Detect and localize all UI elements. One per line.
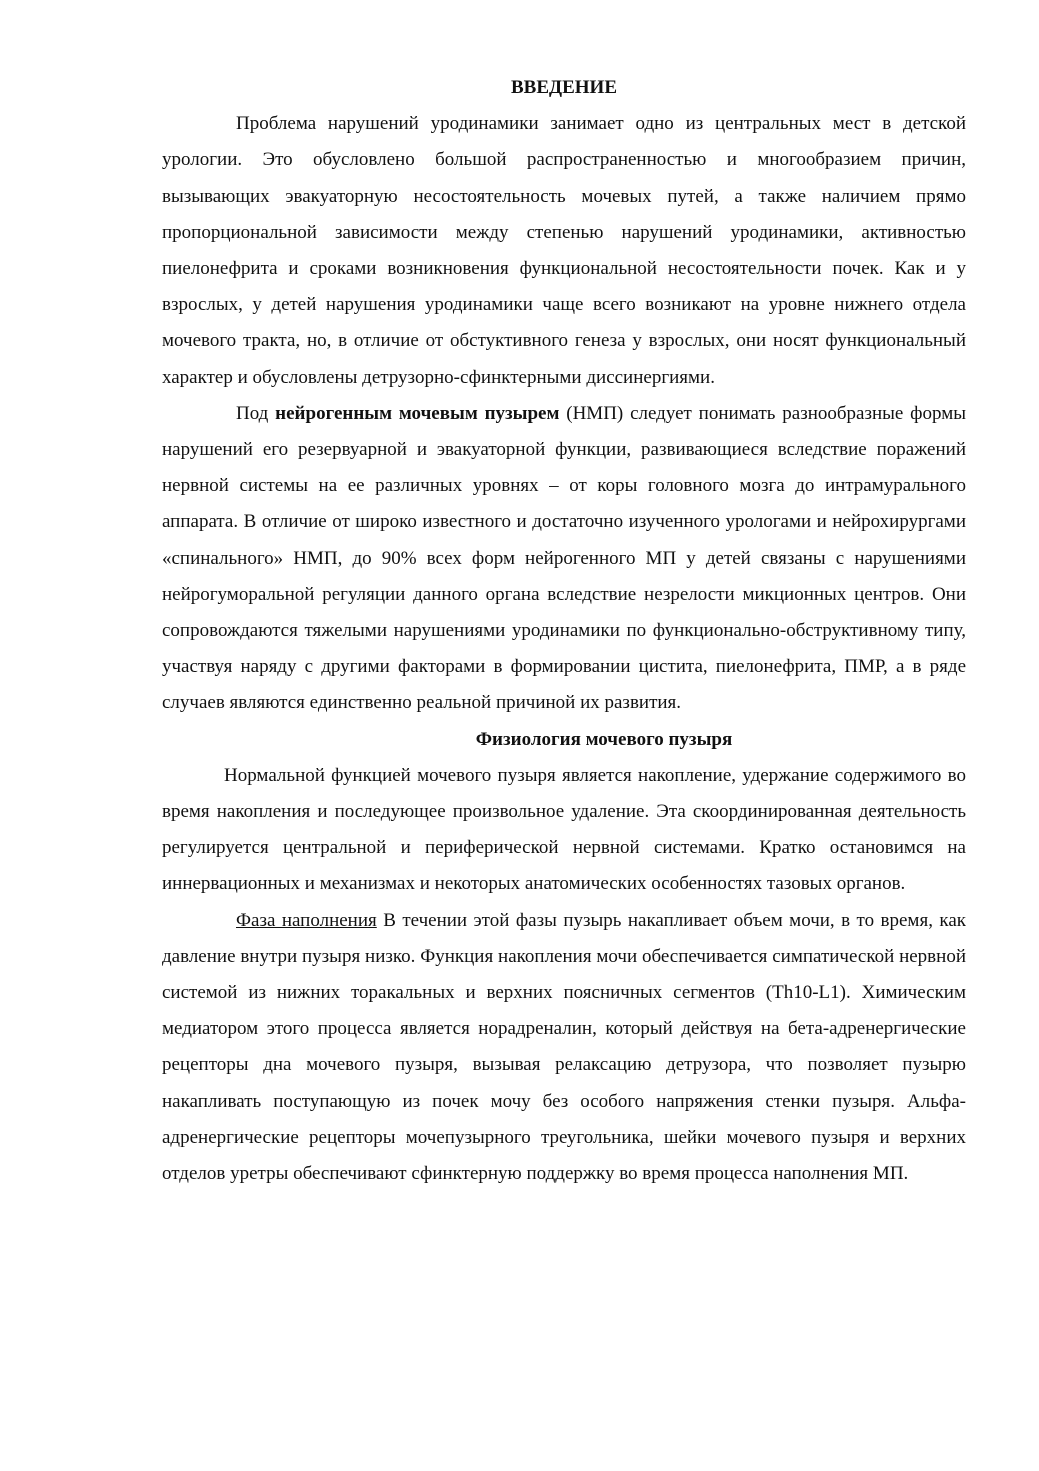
paragraph-urodynamics-problem: Проблема нарушений уродинамики занимает одно из центральных мест в детской урологии. Это обусловлено большой распространенностью и многообразием причин, вызывающих эвакуаторную несостоятельность мочевых путей, а также наличием прямо пропорциональной зависимости между степенью нарушений уродинамики, активностью пиелонефрита и сроками возникновения функциональной несостоятельности почек. Как и у взрослых, у детей нарушения уродинамики чаще всего возникают на уровне нижнего отдела мочевого тракта, но, в отличие от обстуктивного генеза у взрослых, они носят функциональный характер и обусловлены детрузорно-сфинктерными диссинергиями. xyxy=(162,113,966,388)
paragraph-bladder-function: Нормальной функцией мочевого пузыря является накопление, удержание содержимого во время накопления и последующее произвольное удаление. Эта скоординированная деятельность регулируется центральной и периферической нервной системами. Кратко остановимся на иннервационных и механизмах и некоторых анатомических особенностях тазовых органов. xyxy=(162,764,966,895)
physiology-heading: Физиология мочевого пузыря xyxy=(475,728,733,750)
introduction-heading: ВВЕДЕНИЕ xyxy=(511,77,617,98)
p2-lead: Под xyxy=(236,402,276,424)
p4-rest: В течении этой фазы пузырь накапливает объем мочи, в то время, как давление внутри пузыря низко. Функция накопления мочи обеспечивается симпатической нервной системой из нижних торакальных и верхних поясничных сегментов (Th10-L1). Химическим медиатором этого процесса является норадреналин, который действуя на бета-адренергические рецепторы дна мочевого пузыря, вызывая релаксацию детрузора, что позволяет пузырю накапливать поступающую из почек мочу без особого напряжения стенки пузыря. Альфа-адренергические рецепторы мочепузырного треугольника, шейки мочевого пузыря и верхних отделов уретры обеспечивают сфинктерную поддержку во время процесса наполнения МП. xyxy=(162,909,967,1185)
p2-rest: (НМП) следует понимать разнообразные формы нарушений его резервуарной и эвакуаторной функции, развивающиеся вследствие поражений нервной системы на ее различных уровнях – от коры головного мозга до интрамурального аппарата. В отличие от широко известного и достаточно изученного урологами и нейрохирургами «спинального» НМП, до 90% всех форм нейрогенного МП у детей связаны с нарушениями нейрогуморальной регуляции данного органа вследствие незрелости микционных центров. Они сопровождаются тяжелыми нарушениями уродинамики по функционально-обструктивному типу, участвуя наряду с другими факторами в формировании цистита, пиелонефрита, ПМР, а в ряде случаев являются единственно реальной причиной их развития. xyxy=(162,402,966,714)
paragraph-filling-phase xyxy=(162,903,966,1193)
document-page xyxy=(162,70,966,1192)
paragraph-neurogenic-bladder xyxy=(162,396,966,722)
p2-bold-term: нейрогенным мочевым пузырем xyxy=(275,402,560,424)
filling-phase-label: Фаза наполнения xyxy=(236,909,377,931)
